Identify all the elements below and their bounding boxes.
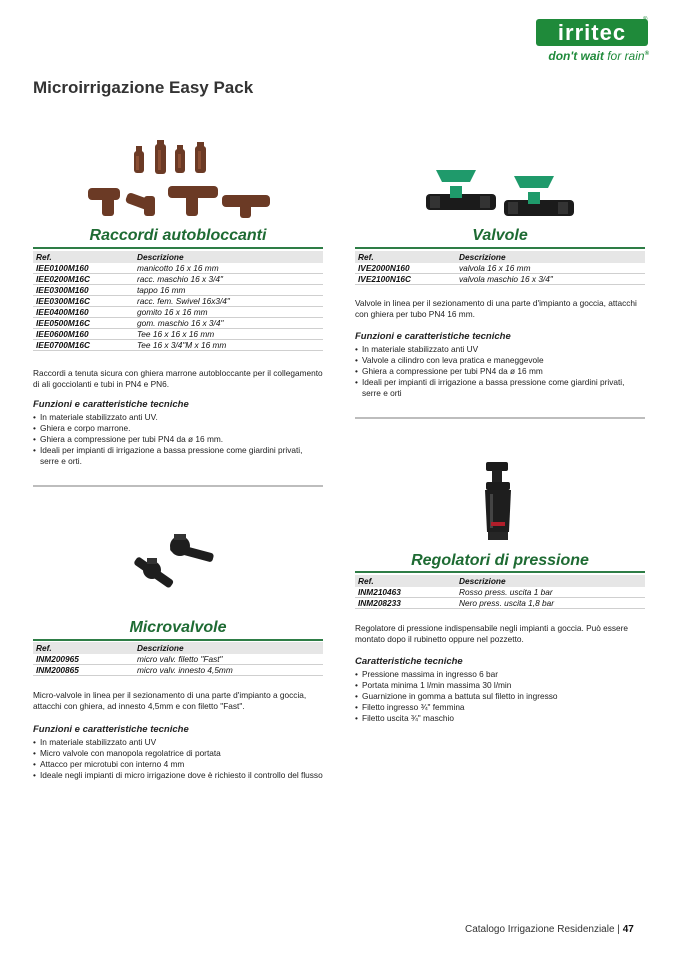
valvole-features-list [355, 344, 645, 399]
microvalvole-title-rule [33, 639, 323, 641]
right-section-divider [355, 417, 645, 419]
regolatori-section-title: Regolatori di pressione [411, 552, 589, 569]
valvole-image [422, 164, 578, 224]
microvalvole-ref-table [33, 642, 323, 676]
table-header-row [33, 251, 323, 263]
raccordi-title-rule [33, 247, 323, 249]
page-title: Microirrigazione Easy Pack [33, 78, 254, 97]
valvole-features-title: Funzioni e caratteristiche tecniche [355, 331, 511, 342]
raccordi-fittings-image [82, 138, 278, 222]
list-item: • Valvole a cilindro con leva pratica e maneggevole [355, 355, 645, 366]
regolatori-image [480, 460, 520, 542]
raccordi-features-title: Funzioni e caratteristiche tecniche [33, 399, 189, 410]
left-section-divider [33, 485, 323, 487]
raccordi-description: Raccordi a tenuta sicura con ghiera marrone autobloccante per il collegamento di ali gocciolanti e tubi in PN4 e PN6. [33, 368, 323, 389]
list-item: • Ghiera e corpo marrone. [33, 423, 323, 434]
table-row: IEE0500M16C gom. maschio 16 x 3/4" [33, 318, 323, 329]
table-row: INM200965 micro valv. filetto "Fast" [33, 654, 323, 665]
description-column-header: Descrizione [456, 575, 645, 587]
table-row: IVE2000N160 valvola 16 x 16 mm [355, 263, 645, 274]
tagline-light: for rain [603, 49, 645, 63]
brand-tagline [537, 49, 649, 63]
list-item: • In materiale stabilizzato anti UV. [33, 412, 323, 423]
list-item: • Filetto uscita ¾" maschio [355, 713, 645, 724]
table-header-row [355, 575, 645, 587]
list-item: • Guarnizione in gomma a battuta sul filetto in ingresso [355, 691, 645, 702]
regolatori-ref-table [355, 575, 645, 609]
table-row: IEE0600M160 Tee 16 x 16 x 16 mm [33, 329, 323, 340]
table-row: INM208233 Nero press. uscita 1,8 bar [355, 598, 645, 609]
page-number: 47 [622, 924, 634, 935]
description-column-header: Descrizione [134, 642, 323, 654]
catalog-name: Catalogo Irrigazione Residenziale [465, 924, 615, 935]
list-item: • Filetto ingresso ¾" femmina [355, 702, 645, 713]
footer-separator: | [614, 924, 623, 935]
tagline-bold: don't wait [548, 49, 604, 63]
microvalvole-features-title: Funzioni e caratteristiche tecniche [33, 724, 189, 735]
list-item: • Micro valvole con manopola regolatrice di portata [33, 748, 323, 759]
regolatori-description: Regolatore di pressione indispensabile negli impianti a goccia. Può essere montato dopo il rubinetto oppure nel pozzetto. [355, 623, 629, 644]
list-item: • Pressione massima in ingresso 6 bar [355, 669, 645, 680]
table-row: IEE0300M16C racc. fem. Swivel 16x3/4" [33, 296, 323, 307]
regolatori-features-title: Caratteristiche tecniche [355, 656, 463, 667]
table-row: IEE0400M160 gomito 16 x 16 mm [33, 307, 323, 318]
raccordi-section-title: Raccordi autobloccanti [89, 227, 267, 244]
regolatori-features-list [355, 669, 645, 724]
raccordi-features-list [33, 412, 323, 467]
list-item: • Ghiera a compressione per tubi PN4 da ø 16 mm [355, 366, 645, 377]
list-item: • Attacco per microtubi con interno 4 mm [33, 759, 323, 770]
microvalvole-features-list [33, 737, 323, 781]
microvalvole-section-title: Microvalvole [129, 619, 227, 636]
page-footer [465, 924, 634, 935]
description-column-header: Descrizione [456, 251, 645, 263]
microvalvole-description: Micro-valvole in linea per il sezionamento di una parte d'impianto a goccia, attacchi con ghiera, ad innesto 4,5mm e con filetto "Fast". [33, 690, 307, 711]
valvole-ref-table [355, 251, 645, 285]
table-row: INM210463 Rosso press. uscita 1 bar [355, 587, 645, 598]
ref-column-header: Ref. [355, 575, 456, 587]
list-item: • Ideali per impianti di irrigazione a bassa pressione come giardini privati, serre e orti. [33, 445, 323, 467]
table-header-row [355, 251, 645, 263]
list-item: • Ideale negli impianti di micro irrigazione dove è richiesto il controllo del flusso [33, 770, 323, 781]
ref-column-header: Ref. [33, 642, 134, 654]
table-row: IEE0200M16C racc. maschio 16 x 3/4" [33, 274, 323, 285]
list-item: • In materiale stabilizzato anti UV [33, 737, 323, 748]
list-item: • In materiale stabilizzato anti UV [355, 344, 645, 355]
microvalvole-image [128, 530, 218, 604]
list-item: • Ghiera a compressione per tubi PN4 da ø 16 mm. [33, 434, 323, 445]
table-header-row [33, 642, 323, 654]
valvole-title-rule [355, 247, 645, 249]
ref-column-header: Ref. [355, 251, 456, 263]
table-row: IEE0100M160 manicotto 16 x 16 mm [33, 263, 323, 274]
valvole-section-title: Valvole [472, 227, 528, 244]
table-row: IEE0300M160 tappo 16 mm [33, 285, 323, 296]
raccordi-ref-table [33, 251, 323, 351]
irritec-logo: irritec [536, 19, 648, 46]
tagline-registered-mark: ® [644, 51, 649, 57]
regolatori-title-rule [355, 571, 645, 573]
list-item: • Portata minima 1 l/min massima 30 l/min [355, 680, 645, 691]
valvole-description: Valvole in linea per il sezionamento di una parte d'impianto a goccia, attacchi con ghiera per tubo PN4 16 mm. [355, 298, 637, 319]
ref-column-header: Ref. [33, 251, 134, 263]
table-row: IEE0700M16C Tee 16 x 3/4"M x 16 mm [33, 340, 323, 351]
logo-registered-mark: ® [643, 17, 648, 23]
table-row: INM200865 micro valv. innesto 4,5mm [33, 665, 323, 676]
table-row: IVE2100N16C valvola maschio 16 x 3/4" [355, 274, 645, 285]
description-column-header: Descrizione [134, 251, 323, 263]
list-item: • Ideali per impianti di irrigazione a bassa pressione come giardini privati, serre e orti [355, 377, 645, 399]
